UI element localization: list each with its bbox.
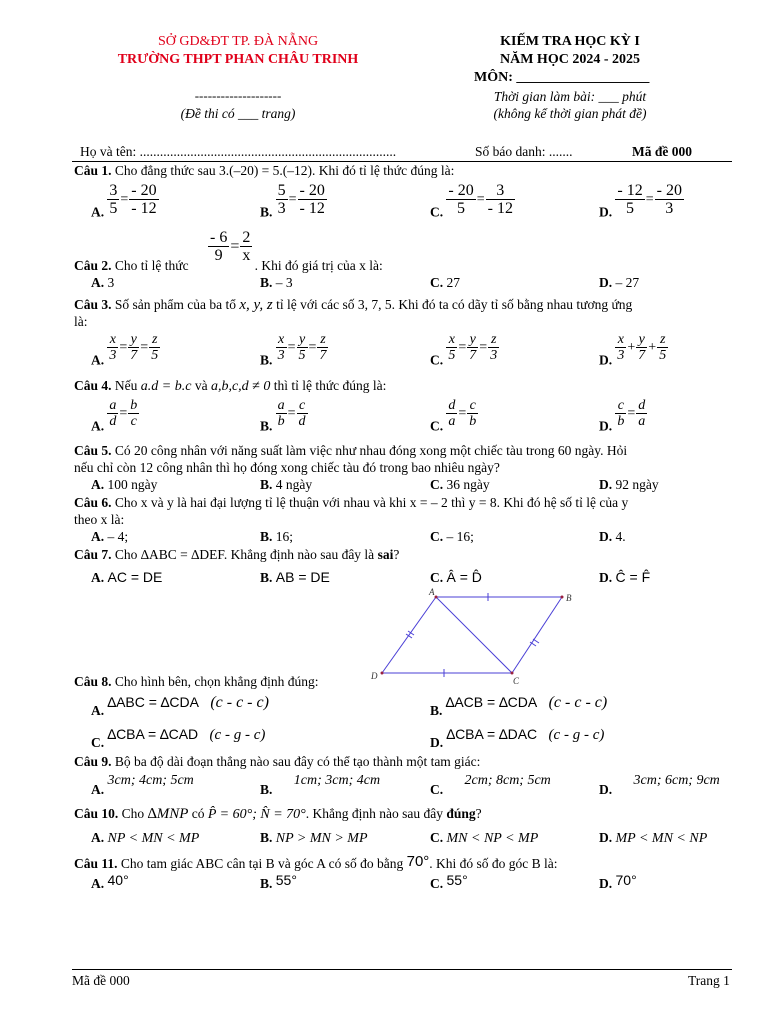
label-b: B: [566, 593, 572, 603]
question-4: Câu 4. Nếu a.d = b.c và a,b,c,d ≠ 0 thì tỉ lệ thức đúng là:: [74, 378, 387, 394]
time-limit: Thời gian làm bài: ___ phút: [493, 89, 647, 104]
exam-code: Mã đề 000: [632, 144, 692, 159]
label-c: C: [513, 676, 520, 685]
q7-option-b[interactable]: B. AB = DE: [260, 569, 330, 585]
q9-option-d[interactable]: D. 3cm; 6cm; 9cm: [599, 773, 720, 797]
q8-option-a[interactable]: A. ∆ABC = ∆CDA (c - c - c): [91, 694, 269, 718]
q5-option-c[interactable]: C. 36 ngày: [430, 477, 490, 492]
q6-option-b[interactable]: B. 16;: [260, 529, 294, 544]
q2-option-d[interactable]: D. – 27: [599, 275, 640, 290]
segment-ac: [436, 597, 512, 673]
footer-divider: [72, 969, 732, 970]
question-3-line2: là:: [74, 314, 88, 329]
footer-exam-code: Mã đề 000: [72, 973, 130, 988]
dashes: --------------------: [194, 88, 282, 103]
q4-option-b[interactable]: B. $\frac{a}{b}$ = $\frac{c}{d}$: [260, 398, 306, 434]
time-note: (không kể thời gian phát đề): [493, 106, 647, 121]
q6-option-c[interactable]: C. – 16;: [430, 529, 474, 544]
q1-option-d[interactable]: D. $\frac{- 12}{5}$ = $\frac{- 20}{3}$: [599, 182, 682, 220]
question-9: Câu 9. Bộ ba độ dài đoạn thẳng nào sau đây có thể tạo thành một tam giác:: [74, 754, 481, 769]
question-7: Câu 7. Cho ∆ABC = ∆DEF. Khẳng định nào sau đây là sai?: [74, 547, 400, 562]
q11-option-d[interactable]: D. 70°: [599, 872, 637, 891]
q3-option-b[interactable]: B. $\frac{x}{3}$ = $\frac{y}{5}$ = $\frac{z}{7}$: [260, 332, 327, 368]
q3-option-c[interactable]: C. $\frac{x}{5}$ = $\frac{y}{7}$ = $\frac{z}{3}$: [430, 332, 498, 368]
q7-option-c[interactable]: C. Â = D̂: [430, 569, 482, 585]
quadrilateral-figure: [366, 585, 586, 685]
q11-option-a[interactable]: A. 40°: [91, 872, 129, 891]
label-a: A: [429, 587, 435, 597]
q11-option-c[interactable]: C. 55°: [430, 872, 468, 891]
question-5: Câu 5. Có 20 công nhân với năng suất làm việc như nhau đóng xong một chiếc tàu trong 60 ngày. Hỏi: [74, 443, 628, 458]
q5-option-a[interactable]: A. 100 ngày: [91, 477, 158, 492]
q6-option-d[interactable]: D. 4.: [599, 529, 626, 544]
q4-option-c[interactable]: C. $\frac{d}{a}$ = $\frac{c}{b}$: [430, 398, 477, 434]
q9-option-c[interactable]: C. 2cm; 8cm; 5cm: [430, 773, 551, 797]
q8-option-d[interactable]: D. ∆CBA = ∆DAC (c - g - c): [430, 726, 605, 750]
question-5-line2: nếu chỉ còn 12 công nhân thì họ đóng xong chiếc tàu đó trong bao nhiêu ngày?: [74, 460, 500, 475]
q5-option-b[interactable]: B. 4 ngày: [260, 477, 313, 492]
q7-option-d[interactable]: D. Ĉ = F̂: [599, 569, 651, 585]
q9-option-b[interactable]: B. 1cm; 3cm; 4cm: [260, 773, 381, 797]
q3-option-a[interactable]: A. $\frac{x}{3}$ = $\frac{y}{7}$ = $\frac{z}{5}$: [91, 332, 159, 368]
q10-option-c[interactable]: C. MN < NP < MP: [430, 830, 539, 846]
q4-option-a[interactable]: A. $\frac{a}{d}$ = $\frac{b}{c}$: [91, 398, 138, 434]
segment-bc: [512, 597, 562, 673]
segment-da: [382, 597, 436, 673]
q4-option-d[interactable]: D. $\frac{c}{b}$ = $\frac{d}{a}$: [599, 398, 646, 434]
q10-option-b[interactable]: B. NP > MN > MP: [260, 830, 368, 846]
q9-option-a[interactable]: A. 3cm; 4cm; 5cm: [91, 773, 194, 797]
question-2: Câu 2. Cho tỉ lệ thức . Khi đó giá trị của x là:: [74, 258, 383, 273]
q2-option-b[interactable]: B. – 3: [260, 275, 293, 290]
label-d: D: [371, 671, 378, 681]
question-10: Câu 10. Cho ∆MNP có P̂ = 60°; N̂ = 70°. Khẳng định nào sau đây đúng?: [74, 806, 482, 822]
school-year: NĂM HỌC 2024 - 2025: [500, 52, 640, 67]
question-11: Câu 11. Cho tam giác ABC cân tại B và góc A có số đo bằng 70°. Khi đó số đo góc B là:: [74, 853, 558, 871]
q3-option-d[interactable]: D. $\frac{x}{3}$ + $\frac{y}{7}$ + $\frac{z}{5}$: [599, 332, 667, 368]
question-3: Câu 3. Số sản phẩm của ba tổ x, y, z tỉ lệ với các số 3, 7, 5. Khi đó ta có dãy tỉ số bằng nhau tương ứng: [74, 297, 633, 313]
subject-field: MÔN: ___________________: [474, 70, 650, 85]
q7-option-a[interactable]: A. AC = DE: [91, 569, 163, 585]
q10-option-a[interactable]: A. NP < MN < MP: [91, 830, 200, 846]
student-name-field: Họ và tên: ............................................................................: [80, 144, 397, 159]
q8-option-b[interactable]: B. ∆ACB = ∆CDA (c - c - c): [430, 694, 608, 718]
q2-option-a[interactable]: A. 3: [91, 275, 115, 290]
q2-option-c[interactable]: C. 27: [430, 275, 460, 290]
dept-name: SỞ GD&ĐT TP. ĐÀ NẴNG: [157, 34, 319, 49]
q11-option-b[interactable]: B. 55°: [260, 872, 297, 891]
exam-title: KIẾM TRA HỌC KỲ I: [500, 34, 640, 49]
header-divider: [72, 161, 732, 162]
q10-option-d[interactable]: D. MP < MN < NP: [599, 830, 708, 846]
q1-option-c[interactable]: C. $\frac{- 20}{5}$ = $\frac{3}{- 12}$: [430, 182, 513, 220]
question-8: Câu 8. Cho hình bên, chọn khẳng định đúng:: [74, 674, 319, 689]
school-name: TRƯỜNG THPT PHAN CHÂU TRINH: [117, 52, 359, 67]
q1-option-b[interactable]: B. $\frac{5}{3}$ = $\frac{- 20}{- 12}$: [260, 182, 325, 220]
q6-option-a[interactable]: A. – 4;: [91, 529, 129, 544]
question-6-line2: theo x là:: [74, 512, 125, 527]
q2-given-proportion: $\frac{- 6}{9}$ = $\frac{2}{x}$: [210, 229, 251, 264]
page-count-note: (Đề thi có ___ trang): [180, 106, 296, 121]
student-id-field: Số báo danh: .......: [475, 144, 573, 159]
question-6: Câu 6. Cho x và y là hai đại lượng tỉ lệ thuận với nhau và khi x = – 2 thì y = 8. Khi đó hệ số tỉ lệ của y: [74, 495, 629, 510]
footer-page-number: Trang 1: [688, 973, 730, 988]
question-1: Câu 1. Cho đẳng thức sau 3.(–20) = 5.(–12). Khi đó tỉ lệ thức đúng là:: [74, 163, 455, 178]
q5-option-d[interactable]: D. 92 ngày: [599, 477, 659, 492]
q8-option-c[interactable]: C. ∆CBA = ∆CAD (c - g - c): [91, 726, 266, 750]
q1-option-a[interactable]: A. $\frac{3}{5}$ = $\frac{- 20}{- 12}$: [91, 182, 157, 220]
